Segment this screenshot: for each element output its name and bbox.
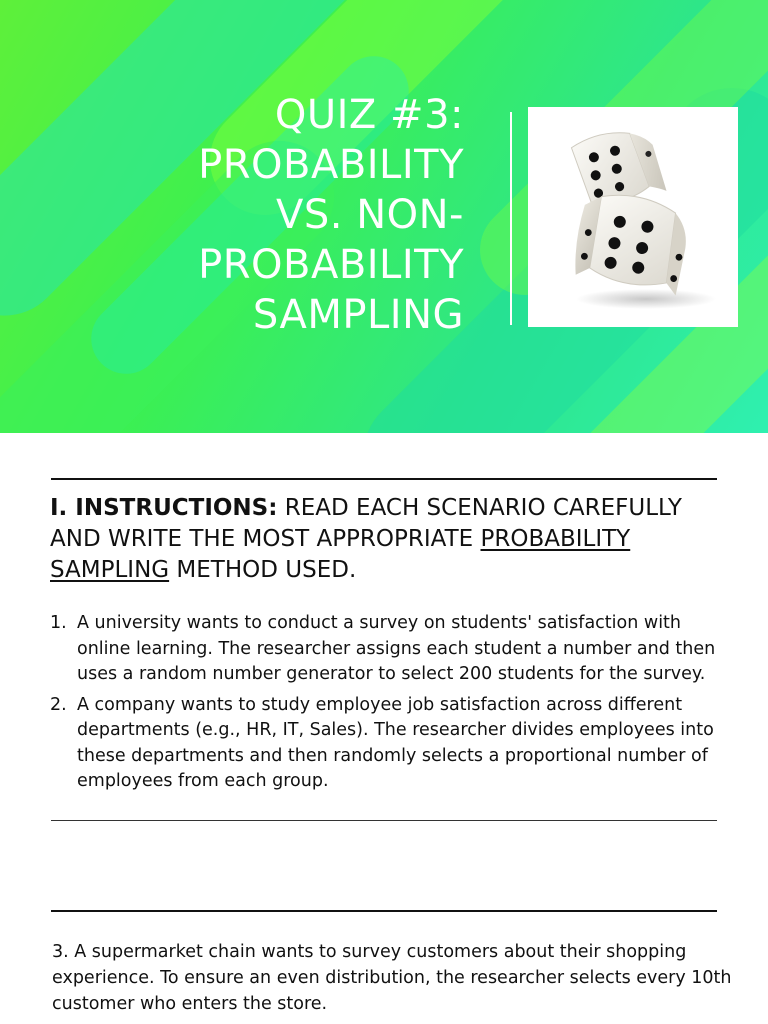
title-line-3: VS. NON- (276, 192, 464, 238)
instructions-text-1: READ EACH SCENARIO CAREFULLY AND WRITE THE MOST APPROPRIATE (50, 495, 682, 552)
instructions-text-2: METHOD USED. (169, 557, 357, 583)
section-rule (51, 910, 717, 912)
item-text: A company wants to study employee job satisfaction across different departments (e.g., HR, IT, Sales). The researcher divides employees into these departments and then randomly selects a proportional number of employees from each group. (77, 694, 714, 791)
title-line-1: QUIZ #3: (274, 92, 464, 138)
top-rule (51, 478, 717, 480)
instructions-underlined: PROBABILITY SAMPLING (50, 526, 631, 583)
list-item (50, 611, 720, 688)
answer-line (51, 820, 717, 821)
scenario-3: 3. A supermarket chain wants to survey customers about their shopping experience. To ensure an even distribution, the researcher selects every 10th customer who enters the store. (52, 942, 732, 1014)
dice-image (528, 107, 738, 327)
item-text: A university wants to conduct a survey on students' satisfaction with online learning. The researcher assigns each student a number and then uses a random number generator to select 200 students for the survey. (77, 613, 716, 684)
instructions-heading: I. INSTRUCTIONS: (50, 495, 278, 521)
list-item (50, 693, 720, 795)
item-number: 1. (50, 613, 67, 633)
title-divider (510, 112, 512, 325)
title-line-2: PROBABILITY (198, 142, 464, 188)
title-line-4: PROBABILITY (198, 242, 464, 288)
instructions (50, 493, 730, 586)
item-number: 2. (50, 694, 67, 715)
dice-icon (528, 107, 738, 327)
hero-banner (0, 0, 768, 433)
quiz-title (44, 90, 464, 340)
scenario-list (50, 611, 720, 800)
title-line-5: SAMPLING (252, 292, 464, 338)
